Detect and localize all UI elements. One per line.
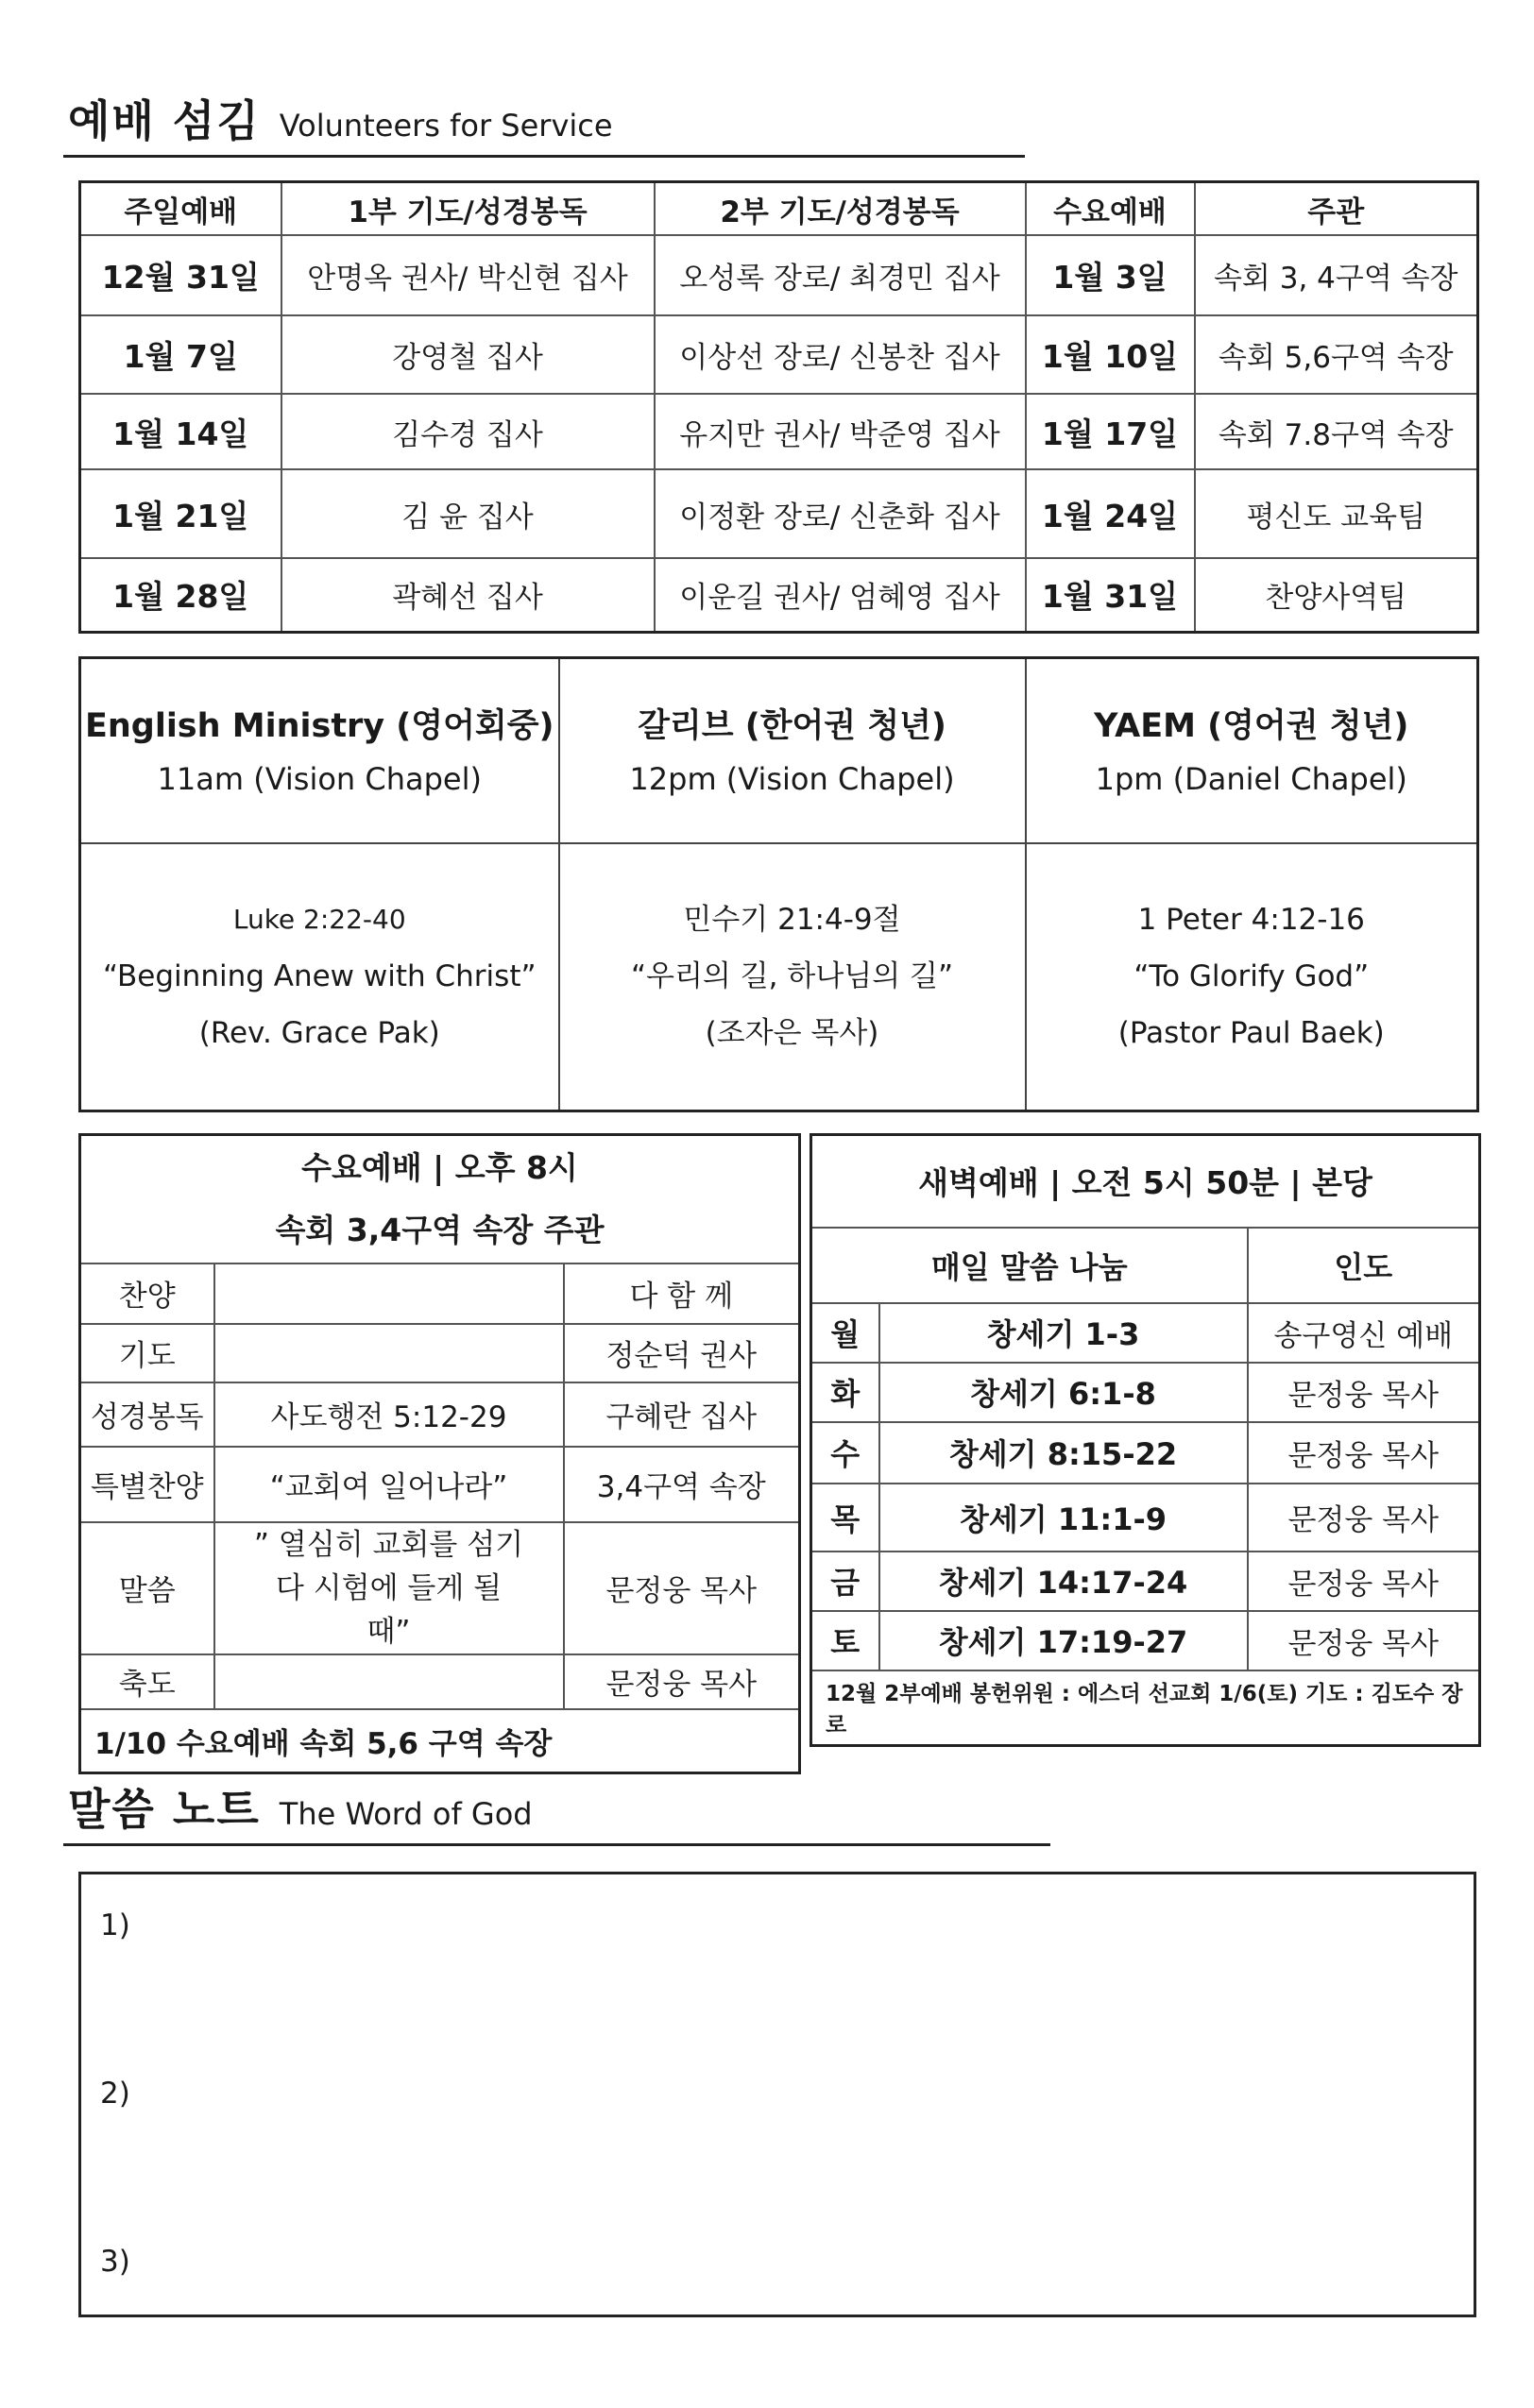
dawn-day: 토	[811, 1611, 879, 1670]
table-row	[811, 1484, 1480, 1552]
host-group: 속회 7.8구역 속장	[1195, 394, 1478, 469]
dawn-leader: 송구영신 예배	[1248, 1303, 1480, 1363]
table-row	[811, 1363, 1480, 1422]
wednesday-footer: 1/10 수요예배 속회 5,6 구역 속장	[80, 1709, 800, 1773]
dawn-reading: 창세기 14:17-24	[879, 1552, 1248, 1611]
wednesday-subtitle: 속회 3,4구역 속장 주관	[275, 1211, 605, 1248]
program-content	[214, 1654, 564, 1709]
header-second-service: 2부 기도/성경봉독	[655, 182, 1026, 236]
program-person: 다 함 께	[564, 1263, 800, 1324]
ministry-name: YAEM (영어권 청년)	[1094, 706, 1409, 745]
wednesday-date: 1월 10일	[1026, 315, 1195, 394]
dawn-day: 화	[811, 1363, 879, 1422]
wednesday-footer-row	[80, 1709, 800, 1773]
first-service-volunteers: 곽혜선 집사	[281, 558, 655, 632]
dawn-title: 새벽예배 | 오전 5시 50분 | 본당	[811, 1135, 1480, 1228]
ministries-table	[78, 656, 1479, 1112]
note-item-1: 1)	[100, 1908, 130, 1942]
dawn-leader-header: 인도	[1248, 1228, 1480, 1303]
ministry-english-header	[80, 658, 559, 843]
host-group: 찬양사역팀	[1195, 558, 1478, 632]
sermon-speaker: (Rev. Grace Pak)	[198, 1016, 440, 1051]
note-item-2: 2)	[100, 2077, 130, 2111]
notes-box[interactable]	[78, 1872, 1476, 2317]
program-person: 문정웅 목사	[564, 1654, 800, 1709]
table-row	[80, 1382, 800, 1447]
ministry-yaem-sermon	[1026, 843, 1478, 1111]
sunday-date: 1월 21일	[80, 469, 281, 558]
ministry-yaem-header	[1026, 658, 1478, 843]
dawn-day: 수	[811, 1422, 879, 1484]
sermon-reference: 민수기 21:4-9절	[683, 903, 901, 938]
ministry-name: 갈리브 (한어권 청년)	[638, 706, 946, 745]
dawn-day: 금	[811, 1552, 879, 1611]
header-host: 주관	[1195, 182, 1478, 236]
program-content: ” 열심히 교회를 섬기다 시험에 들게 될 때”	[214, 1522, 564, 1654]
table-row	[80, 558, 1478, 632]
ministry-time: 12pm (Vision Chapel)	[629, 760, 955, 797]
wednesday-title: 수요예배 | 오후 8시	[301, 1148, 578, 1186]
program-label: 기도	[80, 1324, 214, 1382]
second-service-volunteers: 이상선 장로/ 신봉찬 집사	[655, 315, 1026, 394]
dawn-header-row	[811, 1135, 1480, 1228]
wednesday-date: 1월 31일	[1026, 558, 1195, 632]
program-label: 축도	[80, 1654, 214, 1709]
dawn-service-table	[810, 1133, 1481, 1747]
second-service-volunteers: 유지만 권사/ 박준영 집사	[655, 394, 1026, 469]
dawn-footer-row	[811, 1670, 1480, 1746]
header-wednesday: 수요예배	[1026, 182, 1195, 236]
dawn-subheader-row	[811, 1228, 1480, 1303]
program-label: 찬양	[80, 1263, 214, 1324]
table-row	[80, 315, 1478, 394]
sermon-reference: Luke 2:22-40	[232, 904, 406, 936]
volunteers-header-row	[80, 182, 1478, 236]
table-row	[811, 1422, 1480, 1484]
sermon-speaker: (Pastor Paul Baek)	[1117, 1016, 1385, 1051]
program-content: “교회여 일어나라”	[214, 1447, 564, 1522]
wednesday-date: 1월 3일	[1026, 235, 1195, 315]
ministries-header-row	[80, 658, 1478, 843]
program-content	[214, 1263, 564, 1324]
table-row	[80, 1324, 800, 1382]
host-group: 속회 3, 4구역 속장	[1195, 235, 1478, 315]
sunday-date: 1월 28일	[80, 558, 281, 632]
notes-title-ko: 말씀 노트	[68, 1784, 261, 1835]
ministries-sermon-row	[80, 843, 1478, 1111]
dawn-reading: 창세기 8:15-22	[879, 1422, 1248, 1484]
wednesday-header-row	[80, 1135, 800, 1263]
dawn-day: 목	[811, 1484, 879, 1552]
first-service-volunteers: 강영철 집사	[281, 315, 655, 394]
wednesday-service-table	[78, 1133, 801, 1774]
table-row	[80, 1447, 800, 1522]
volunteers-title-rule	[63, 155, 1025, 158]
program-content: 사도행전 5:12-29	[214, 1382, 564, 1447]
first-service-volunteers: 안명옥 권사/ 박신현 집사	[281, 235, 655, 315]
table-row	[80, 235, 1478, 315]
program-person: 3,4구역 속장	[564, 1447, 800, 1522]
table-row	[80, 394, 1478, 469]
sermon-title: “우리의 길, 하나님의 길”	[630, 959, 954, 994]
program-label: 특별찬양	[80, 1447, 214, 1522]
program-label: 성경봉독	[80, 1382, 214, 1447]
dawn-reading-header: 매일 말씀 나눔	[811, 1228, 1248, 1303]
table-row	[80, 1522, 800, 1654]
dawn-footer: 12월 2부예배 봉헌위원 : 에스더 선교회 1/6(토) 기도 : 김도수 장로	[811, 1670, 1480, 1746]
header-first-service: 1부 기도/성경봉독	[281, 182, 655, 236]
table-row	[811, 1552, 1480, 1611]
ministry-time: 1pm (Daniel Chapel)	[1095, 760, 1407, 797]
wednesday-header	[80, 1135, 800, 1263]
notes-section-title	[68, 1775, 533, 1838]
dawn-leader: 문정웅 목사	[1248, 1611, 1480, 1670]
program-person: 문정웅 목사	[564, 1522, 800, 1654]
wednesday-date: 1월 24일	[1026, 469, 1195, 558]
dawn-leader: 문정웅 목사	[1248, 1422, 1480, 1484]
first-service-volunteers: 김 윤 집사	[281, 469, 655, 558]
dawn-leader: 문정웅 목사	[1248, 1484, 1480, 1552]
wednesday-date: 1월 17일	[1026, 394, 1195, 469]
table-row	[80, 1263, 800, 1324]
ministry-korean-youth-sermon	[559, 843, 1026, 1111]
ministry-time: 11am (Vision Chapel)	[157, 760, 482, 797]
ministry-english-sermon	[80, 843, 559, 1111]
volunteers-title-en: Volunteers for Service	[279, 108, 613, 144]
first-service-volunteers: 김수경 집사	[281, 394, 655, 469]
host-group: 평신도 교육팀	[1195, 469, 1478, 558]
program-person: 정순덕 권사	[564, 1324, 800, 1382]
second-service-volunteers: 이정환 장로/ 신춘화 집사	[655, 469, 1026, 558]
table-row	[811, 1611, 1480, 1670]
notes-title-en: The Word of God	[279, 1796, 533, 1832]
dawn-reading: 창세기 1-3	[879, 1303, 1248, 1363]
header-sunday: 주일예배	[80, 182, 281, 236]
sunday-date: 12월 31일	[80, 235, 281, 315]
table-row	[80, 469, 1478, 558]
sermon-speaker: (조자은 목사)	[705, 1016, 879, 1051]
table-row	[811, 1303, 1480, 1363]
dawn-reading: 창세기 11:1-9	[879, 1484, 1248, 1552]
table-row	[80, 1654, 800, 1709]
dawn-leader: 문정웅 목사	[1248, 1363, 1480, 1422]
notes-title-rule	[63, 1843, 1050, 1846]
program-person: 구혜란 집사	[564, 1382, 800, 1447]
volunteers-table	[78, 180, 1479, 634]
sermon-reference: 1 Peter 4:12-16	[1137, 903, 1365, 938]
dawn-reading: 창세기 17:19-27	[879, 1611, 1248, 1670]
volunteers-title-ko: 예배 섬김	[68, 95, 261, 146]
volunteers-section-title	[68, 87, 613, 149]
dawn-reading: 창세기 6:1-8	[879, 1363, 1248, 1422]
dawn-day: 월	[811, 1303, 879, 1363]
program-content	[214, 1324, 564, 1382]
sermon-title: “Beginning Anew with Christ”	[102, 959, 537, 994]
sunday-date: 1월 14일	[80, 394, 281, 469]
sermon-title: “To Glorify God”	[1133, 959, 1370, 994]
sunday-date: 1월 7일	[80, 315, 281, 394]
ministry-korean-youth-header	[559, 658, 1026, 843]
note-item-3: 3)	[100, 2245, 130, 2279]
program-label: 말씀	[80, 1522, 214, 1654]
dawn-leader: 문정웅 목사	[1248, 1552, 1480, 1611]
ministry-name: English Ministry (영어회중)	[84, 706, 554, 745]
second-service-volunteers: 오성록 장로/ 최경민 집사	[655, 235, 1026, 315]
second-service-volunteers: 이운길 권사/ 엄혜영 집사	[655, 558, 1026, 632]
host-group: 속회 5,6구역 속장	[1195, 315, 1478, 394]
